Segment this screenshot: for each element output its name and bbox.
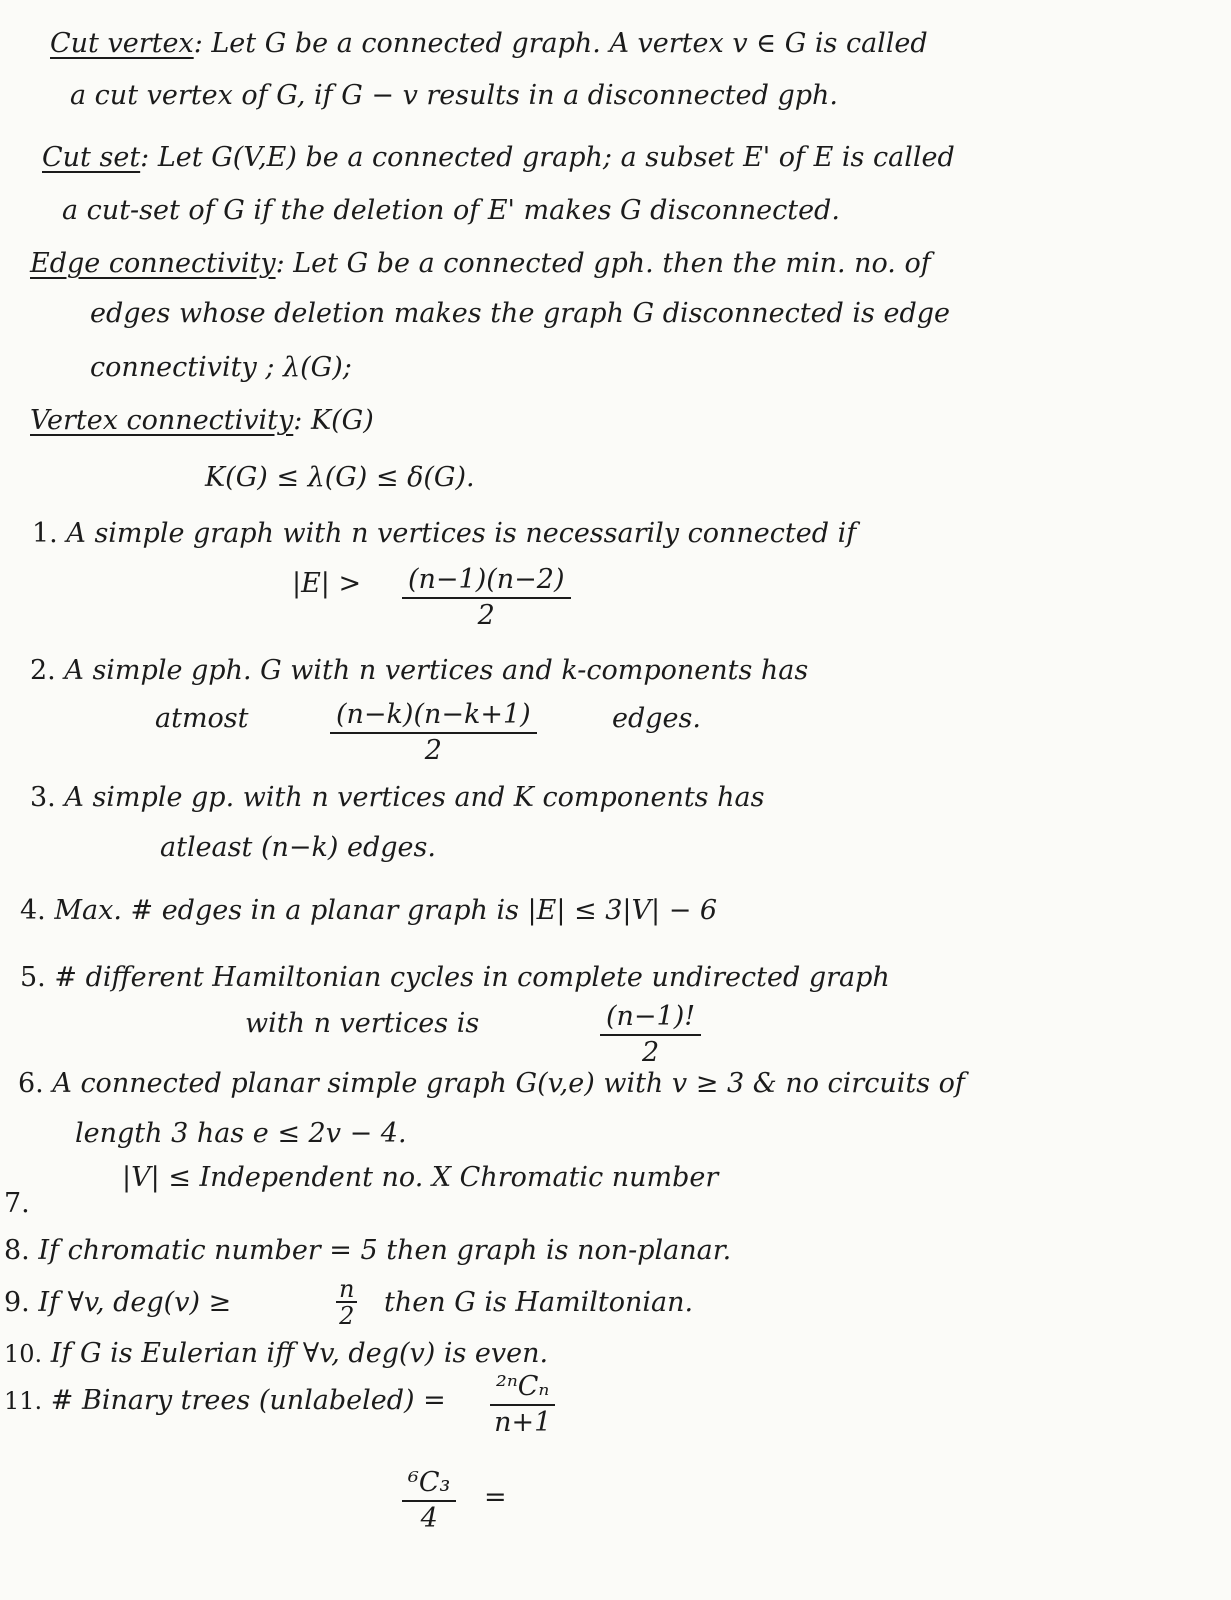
fact-7-number: 7. [4, 1188, 30, 1219]
edge-connectivity-line-1 [30, 248, 931, 280]
fact-9-text-rhs: then G is Hamiltonian. [384, 1287, 694, 1318]
edge-connectivity-line-3: connectivity ; λ(G); [90, 352, 352, 383]
vertex-connectivity-line-1 [30, 405, 374, 437]
fact-4-text: Max. # edges in a planar graph is |E| ≤ 3|V| − 6 [54, 895, 718, 926]
edge-connectivity-line-2: edges whose deletion makes the graph G disconnected is edge [90, 298, 951, 329]
fact-11-fraction-numerator: ²ⁿCₙ [490, 1372, 555, 1406]
fact-8-number: 8. [4, 1235, 30, 1266]
fact-7-text: |V| ≤ Independent no. X Chromatic number [122, 1162, 719, 1193]
cut-vertex-line-1 [50, 28, 928, 60]
fact-10-number: 10. [4, 1340, 43, 1368]
fact-5-line-1 [20, 962, 890, 994]
fact-2-number: 2. [30, 655, 56, 686]
connectivity-inequality: K(G) ≤ λ(G) ≤ δ(G). [205, 462, 475, 493]
fact-11-fraction [490, 1372, 555, 1438]
fact-9-fraction-denominator: 2 [339, 1302, 355, 1330]
cut-set-definition-1: : Let G(V,E) be a connected graph; a subset E' of E is called [140, 142, 955, 173]
vertex-connectivity-definition: : K(G) [293, 405, 374, 436]
fact-9-fraction [336, 1275, 357, 1330]
fact-2-text: A simple gph. G with n vertices and k-components has [64, 655, 809, 686]
fact-1-fraction [402, 565, 571, 631]
scratch-fraction-denominator: 4 [420, 1503, 438, 1534]
cut-vertex-line-2: a cut vertex of G, if G − v results in a disconnected gph. [70, 80, 839, 111]
fact-1-condition: |E| > [292, 568, 362, 599]
fact-11-text: # Binary trees (unlabeled) = [50, 1385, 446, 1416]
fact-6-number: 6. [18, 1068, 44, 1099]
fact-2-fraction [330, 700, 537, 766]
scratch-fraction [402, 1468, 456, 1534]
cut-set-line-2: a cut-set of G if the deletion of E' makes G disconnected. [62, 195, 840, 226]
fact-1-fraction-denominator: 2 [477, 600, 495, 631]
fact-2-line-1 [30, 655, 808, 687]
fact-5-fraction-numerator: (n−1)! [600, 1002, 701, 1036]
fact-5-fraction [600, 1002, 701, 1068]
cut-set-term: Cut set [42, 142, 141, 173]
fact-1-number: 1. [32, 518, 58, 549]
fact-9-fraction-numerator: n [336, 1278, 357, 1303]
fact-5-number: 5. [20, 962, 46, 993]
fact-1-fraction-numerator: (n−1)(n−2) [402, 565, 571, 599]
cut-vertex-definition-1: : Let G be a connected graph. A vertex v ∈ G is called [193, 28, 928, 59]
fact-9-text-lhs: If ∀v, deg(v) ≥ [38, 1287, 232, 1318]
fact-2-edges: edges. [612, 703, 701, 734]
fact-8-text: If chromatic number = 5 then graph is non-planar. [38, 1235, 732, 1266]
fact-11-line-1 [4, 1385, 446, 1417]
fact-1-line-1 [32, 518, 856, 550]
fact-10-text: If G is Eulerian iff ∀v, deg(v) is even. [50, 1338, 549, 1369]
fact-4-line-1 [20, 895, 717, 927]
fact-8-line-1 [4, 1235, 731, 1267]
fact-3-number: 3. [30, 782, 56, 813]
vertex-connectivity-term: Vertex connectivity [30, 405, 294, 436]
fact-2-fraction-numerator: (n−k)(n−k+1) [330, 700, 537, 734]
fact-3-line-2: atleast (n−k) edges. [160, 832, 436, 863]
fact-2-atmost: atmost [155, 703, 249, 734]
fact-7-line-1 [4, 1188, 30, 1220]
scratch-equals: = [484, 1482, 507, 1513]
fact-10-line-1 [4, 1338, 548, 1370]
cut-set-line-1 [42, 142, 955, 174]
fact-6-line-2: length 3 has e ≤ 2v − 4. [75, 1118, 407, 1149]
fact-9-number: 9. [4, 1287, 30, 1318]
fact-6-line-1 [18, 1068, 965, 1100]
cut-vertex-term: Cut vertex [50, 28, 194, 59]
fact-6-text: A connected planar simple graph G(v,e) with v ≥ 3 & no circuits of [52, 1068, 965, 1099]
edge-connectivity-definition-1: : Let G be a connected gph. then the min. no. of [275, 248, 931, 279]
fact-11-number: 11. [4, 1387, 43, 1415]
scratch-fraction-numerator: ⁶C₃ [402, 1468, 456, 1502]
fact-5-fraction-denominator: 2 [641, 1037, 660, 1068]
fact-5-text: # different Hamiltonian cycles in complete undirected graph [54, 962, 890, 993]
fact-1-text: A simple graph with n vertices is necessarily connected if [66, 518, 857, 549]
fact-3-line-1 [30, 782, 764, 814]
fact-5-line-2: with n vertices is [245, 1008, 480, 1039]
fact-2-fraction-denominator: 2 [424, 735, 442, 766]
fact-11-fraction-denominator: n+1 [494, 1407, 552, 1438]
fact-9-line-1 [4, 1287, 231, 1319]
fact-3-text: A simple gp. with n vertices and K components has [64, 782, 765, 813]
edge-connectivity-term: Edge connectivity [30, 248, 276, 279]
fact-4-number: 4. [20, 895, 46, 926]
